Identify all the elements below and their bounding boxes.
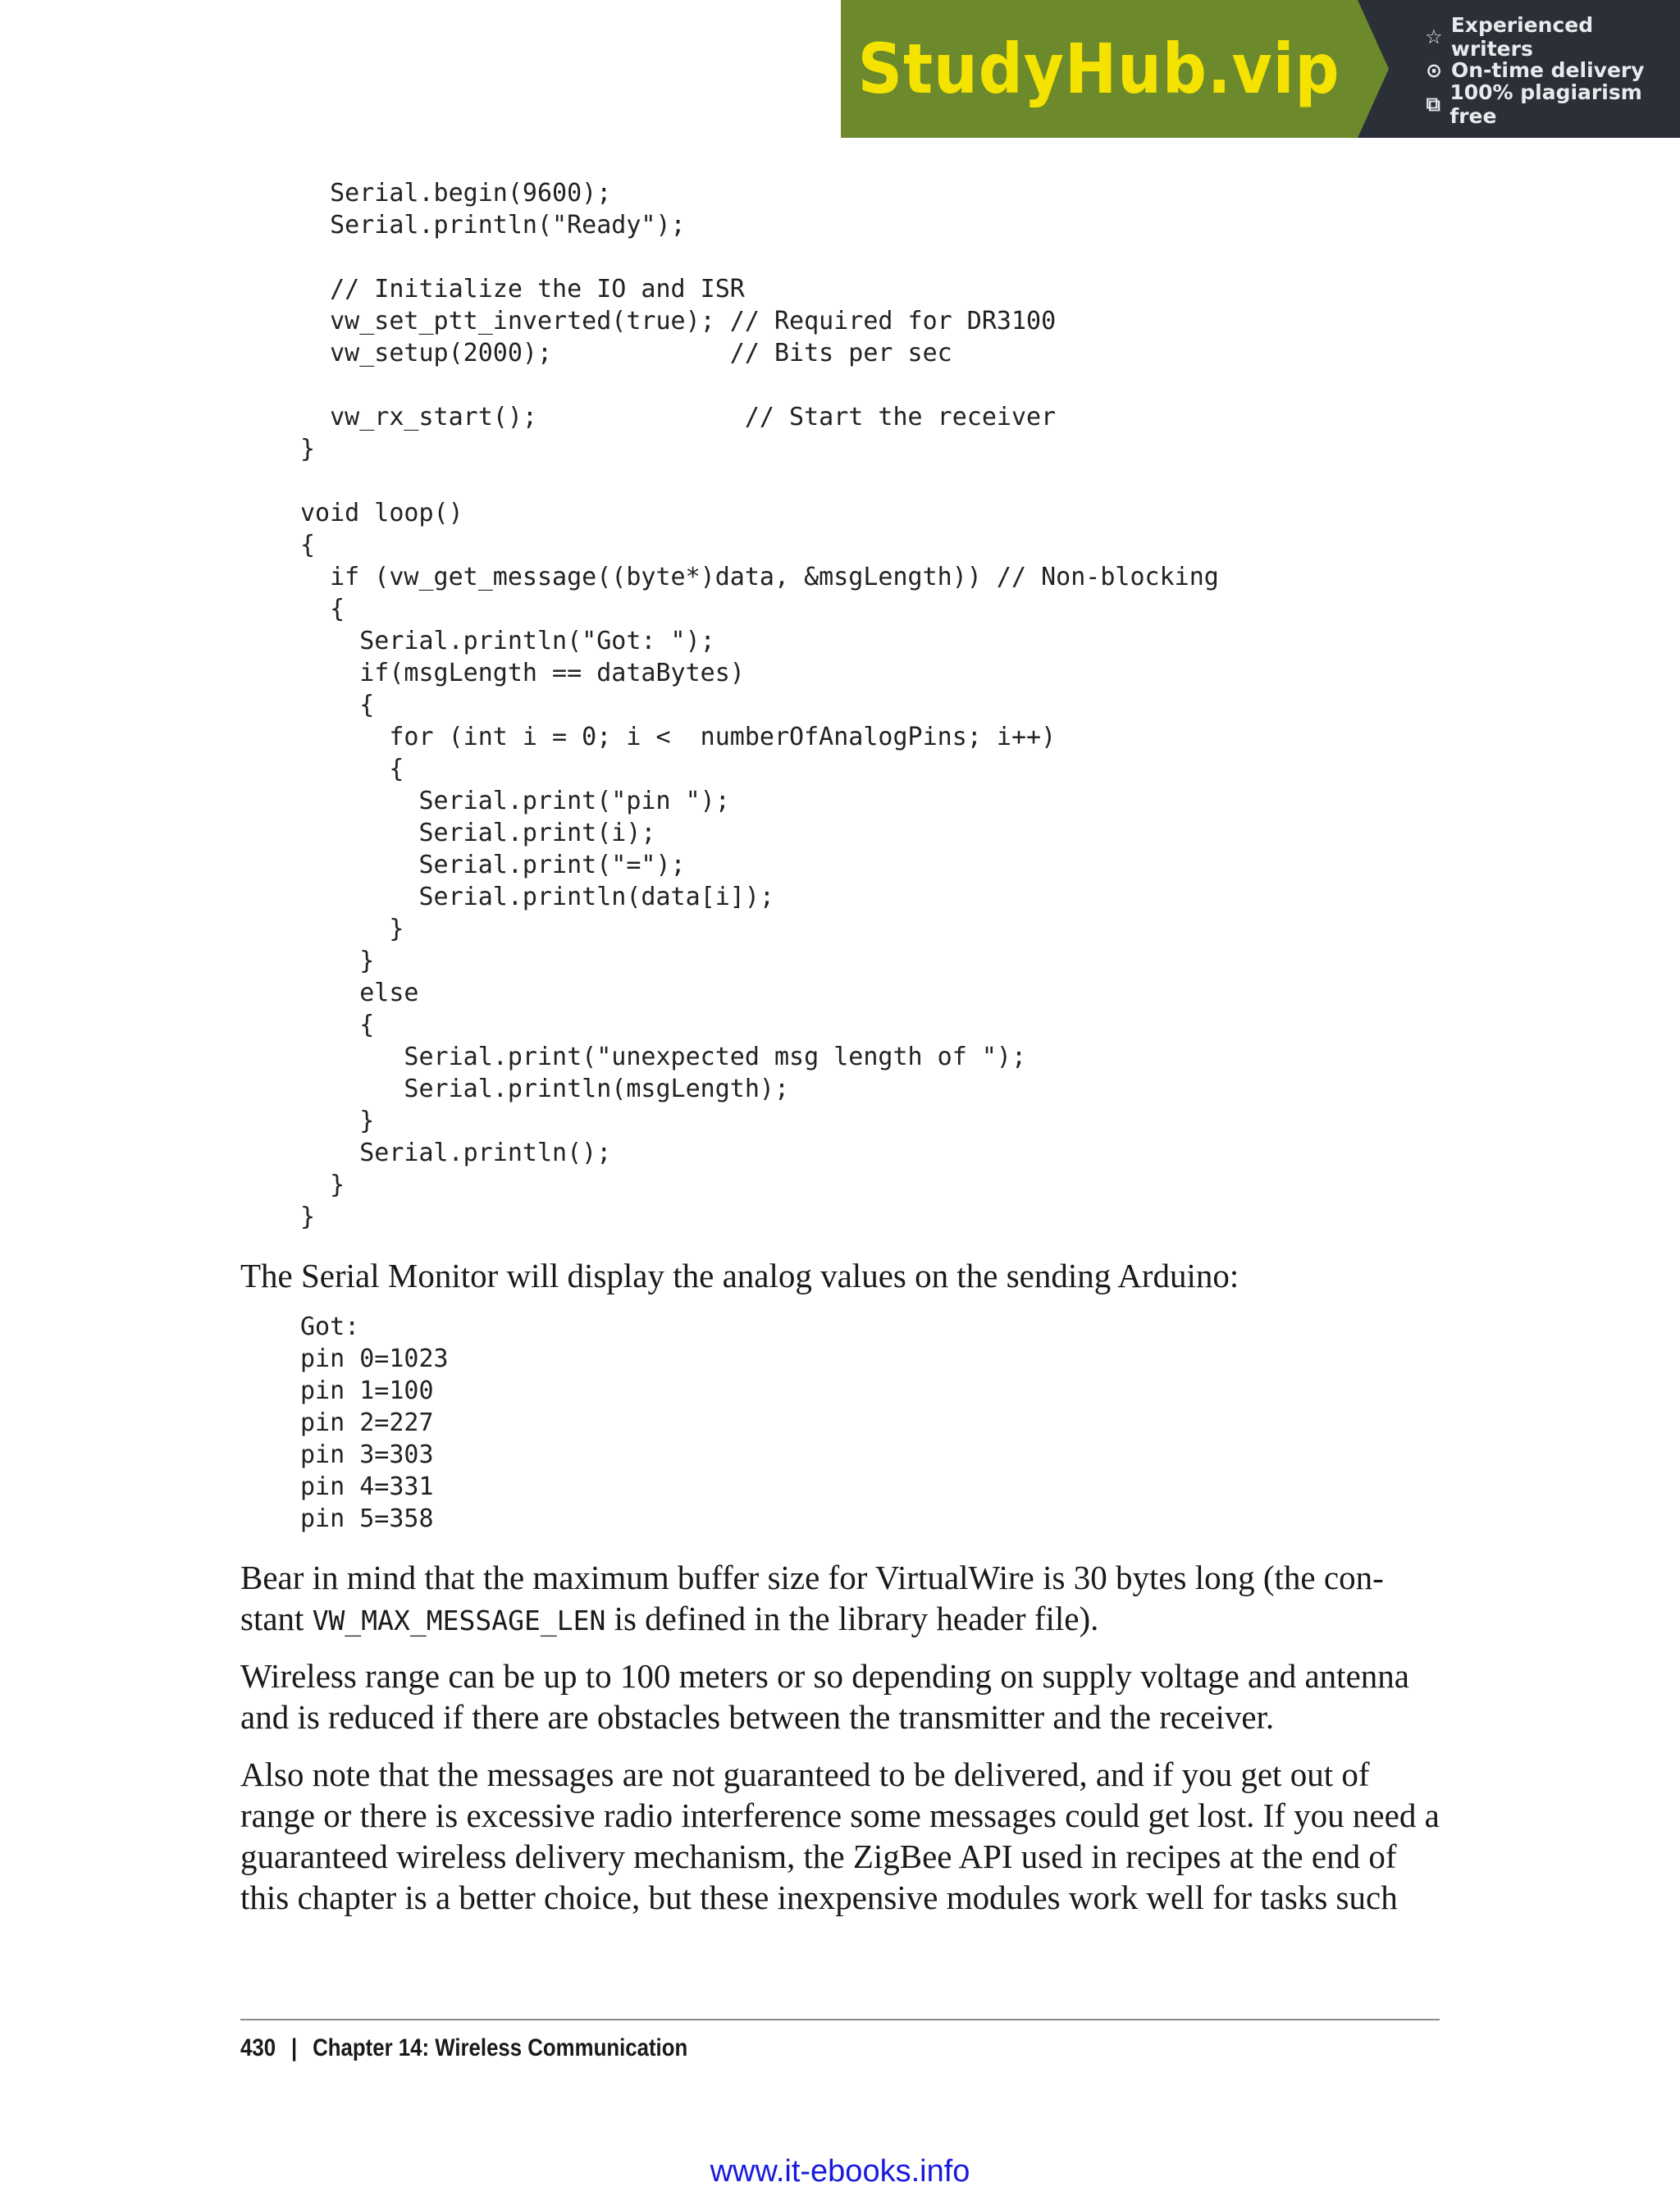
brand-name: StudyHub.vip bbox=[858, 29, 1340, 109]
paragraph-buffer-size bbox=[240, 1557, 1440, 1641]
feature-list bbox=[1358, 0, 1680, 138]
feature-label: 100% plagiarism free bbox=[1449, 80, 1642, 128]
page-footer bbox=[240, 2029, 687, 2067]
feature-label: On-time delivery bbox=[1451, 58, 1645, 82]
chapter-title: Chapter 14: Wireless Communication bbox=[313, 2034, 688, 2061]
feature-plagiarism-free bbox=[1423, 80, 1680, 128]
feature-label: Experienced writers bbox=[1450, 12, 1594, 61]
footer-divider bbox=[240, 2019, 1440, 2020]
copy-icon: ⧉ bbox=[1426, 92, 1440, 116]
source-link[interactable]: www.it-ebooks.info bbox=[710, 2154, 970, 2189]
page-number: 430 bbox=[240, 2034, 276, 2061]
paragraph-serial-monitor: The Serial Monitor will display the analog values on the sending Arduino: bbox=[240, 1257, 1239, 1294]
inline-code: VW_MAX_MESSAGE_LEN bbox=[312, 1605, 606, 1637]
paragraph-wireless-range: Wireless range can be up to 100 meters or so depending on supply voltage and antenna and is reduced if there are obstacles between the transmitter and the receiver. bbox=[240, 1657, 1409, 1736]
clock-icon: ⊙ bbox=[1425, 58, 1443, 82]
paragraph-text: Bear in mind that the maximum buffer size for VirtualWire is 30 bytes long (the con- stant bbox=[240, 1559, 1384, 1637]
star-icon: ☆ bbox=[1425, 25, 1443, 48]
brand-logo[interactable] bbox=[841, 0, 1358, 138]
studyhub-banner[interactable] bbox=[841, 0, 1680, 138]
feature-experienced-writers bbox=[1423, 12, 1680, 61]
paragraph-delivery-note: Also note that the messages are not guaranteed to be delivered, and if you get out of range or there is excessive radio interference some messages could get lost. If you need a guaranteed wireless delivery mechanism, the ZigBee API used in recipes at the end of this chapter is a better choice, but these inexpensive modules work well for tasks such bbox=[240, 1755, 1440, 1916]
footer-separator: | bbox=[290, 2034, 298, 2061]
code-output-sample: Got: pin 0=1023 pin 1=100 pin 2=227 pin 3=303 pin 4=331 pin 5=358 bbox=[300, 1312, 449, 1533]
paragraph-text: is defined in the library header file). bbox=[605, 1600, 1099, 1637]
code-listing-receiver: Serial.begin(9600); Serial.println("Ready"); // Initialize the IO and ISR vw_set_ptt_inverted(true); // Required for DR3100 vw_setup(2000); // Bits per sec vw_rx_start(); // Start the receiver } void loop() { if (vw_get_message((byte*)data, &msgLength)) // Non-blocking { Serial.println("Got: "); if(msgLength == dataBytes) { for (int i = 0; i < numberOfAnalogPins; i++) { Serial.print("pin "); Serial.print(i); Serial.print("="); Serial.println(data[i]); } } else { Serial.print("unexpected msg length of "); Serial.println(msgLength); } Serial.println(); } } bbox=[300, 179, 1219, 1231]
